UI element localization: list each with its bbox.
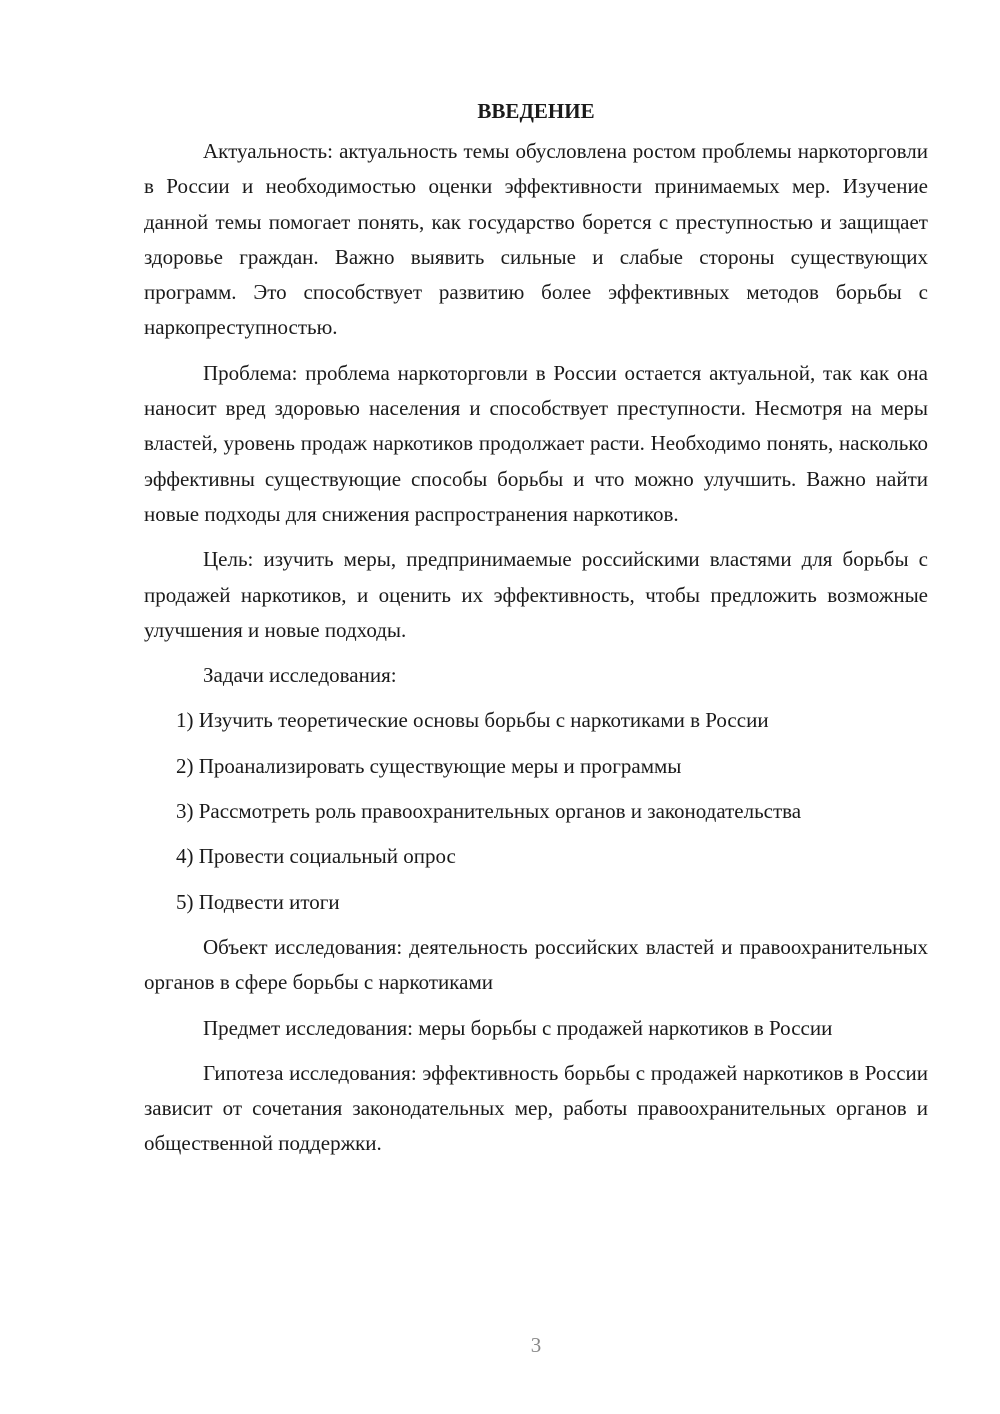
task-item: 1) Изучить теоретические основы борьбы с наркотиками в России — [176, 708, 769, 733]
object-paragraph: Объект исследования: деятельность российских властей и правоохранительных органов в сфере борьбы с наркотиками — [144, 934, 928, 995]
tasks-list — [144, 703, 928, 919]
task-item: 3) Рассмотреть роль правоохранительных органов и законодательства — [176, 799, 802, 824]
tasks-heading: Задачи исследования: — [203, 663, 397, 688]
document-title: ВВЕДЕНИЕ — [477, 99, 595, 123]
task-item: 4) Провести социальный опрос — [176, 844, 456, 869]
relevance-paragraph: Актуальность: актуальность темы обусловлена ростом проблемы наркоторговли в России и необходимостью оценки эффективности принимаемых мер. Изучение данной темы помогает понять, как государство борется с преступностью и защищает здоровье граждан. Важно выявить сильные и слабые стороны существующих программ. Это способствует развитию более эффективных методов борьбы с наркопреступностью. — [144, 139, 928, 340]
goal-paragraph: Цель: изучить меры, предпринимаемые российскими властями для борьбы с продажей наркотиков, и оценить их эффективность, чтобы предложить возможные улучшения и новые подходы. — [144, 547, 928, 642]
subject-paragraph: Предмет исследования: меры борьбы с продажей наркотиков в России — [203, 1015, 833, 1040]
hypothesis-paragraph: Гипотеза исследования: эффективность борьбы с продажей наркотиков в России зависит от сочетания законодательных мер, работы правоохранительных органов и общественной поддержки. — [144, 1060, 928, 1156]
task-item: 5) Подвести итоги — [176, 889, 340, 914]
problem-paragraph: Проблема: проблема наркоторговли в России остается актуальной, так как она наносит вред здоровью населения и способствует преступности. Несмотря на меры властей, уровень продаж наркотиков продолжает расти. Необходимо понять, насколько эффективны существующие способы борьбы и что можно улучшить. Важно найти новые подходы для снижения распространения наркотиков. — [144, 360, 928, 526]
document-page — [144, 96, 928, 1172]
page-number: 3 — [530, 1333, 542, 1357]
task-item: 2) Проанализировать существующие меры и программы — [176, 753, 682, 778]
